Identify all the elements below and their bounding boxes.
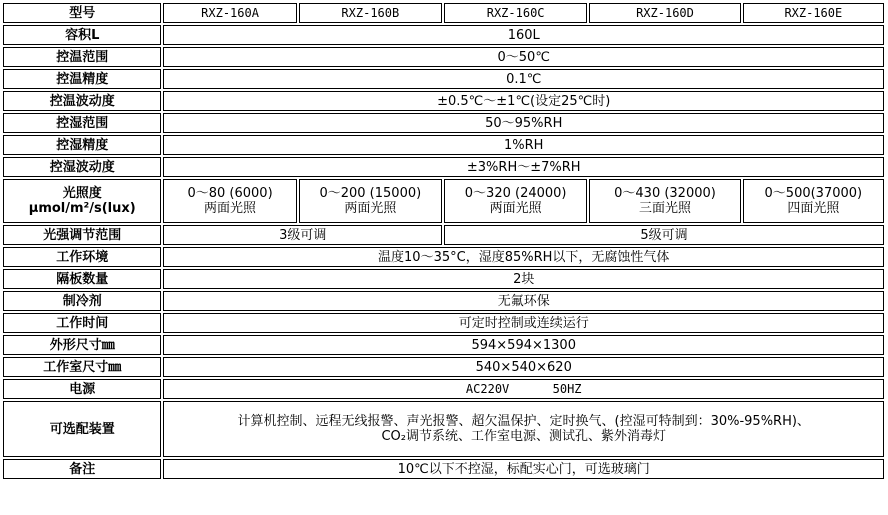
- illuminance-a-range: 0～80 (6000): [187, 186, 273, 201]
- illuminance-d-range: 0～430 (32000): [614, 186, 716, 201]
- value-light-adjust-b: 5级可调: [444, 225, 884, 245]
- label-temp-fluctuation: 控温波动度: [3, 91, 161, 111]
- illuminance-c-range: 0～320 (24000): [464, 186, 567, 201]
- label-temp-range: 控温范围: [3, 47, 161, 67]
- illuminance-c-mode: 两面光照: [489, 201, 542, 216]
- row-shelves: [3, 269, 884, 289]
- value-outer-size: 594×594×1300: [163, 335, 884, 355]
- illuminance-e: [743, 179, 884, 223]
- row-model: [3, 3, 884, 23]
- label-remarks: 备注: [3, 459, 161, 479]
- label-light-adjust: 光强调节范围: [3, 225, 161, 245]
- row-temp-range: [3, 47, 884, 67]
- label-outer-size: 外形尺寸㎜: [3, 335, 161, 355]
- row-chamber-size: [3, 357, 884, 377]
- value-environment: 温度10～35°C，湿度85%RH以下，无腐蚀性气体: [163, 247, 884, 267]
- label-power: 电源: [3, 379, 161, 399]
- value-light-adjust-a: 3级可调: [163, 225, 442, 245]
- row-humidity-range: [3, 113, 884, 133]
- label-illuminance: [3, 179, 161, 223]
- label-model: 型号: [3, 3, 161, 23]
- row-light-adjust: [3, 225, 884, 245]
- illuminance-b: [299, 179, 442, 223]
- label-illuminance-line2: μmol/m²/s(lux): [28, 201, 136, 216]
- row-refrigerant: [3, 291, 884, 311]
- value-chamber-size: 540×540×620: [163, 357, 884, 377]
- value-temp-fluctuation: ±0.5℃～±1℃(设定25℃时): [163, 91, 884, 111]
- row-humidity-fluctuation: [3, 157, 884, 177]
- model-e: RXZ-160E: [743, 3, 884, 23]
- spec-table: [1, 1, 886, 481]
- options-line2: CO₂调节系统、工作室电源、测试孔、紫外消毒灯: [381, 429, 666, 444]
- illuminance-a: [163, 179, 296, 223]
- value-remarks: 10℃以下不控湿，标配实心门，可选玻璃门: [163, 459, 884, 479]
- row-outer-size: [3, 335, 884, 355]
- model-a: RXZ-160A: [163, 3, 296, 23]
- label-shelves: 隔板数量: [3, 269, 161, 289]
- illuminance-a-mode: 两面光照: [204, 201, 257, 216]
- model-d: RXZ-160D: [589, 3, 740, 23]
- model-c: RXZ-160C: [444, 3, 587, 23]
- row-remarks: [3, 459, 884, 479]
- value-humidity-accuracy: 1%RH: [163, 135, 884, 155]
- row-power: [3, 379, 884, 399]
- value-refrigerant: 无氟环保: [163, 291, 884, 311]
- label-environment: 工作环境: [3, 247, 161, 267]
- value-power: AC220V 50HZ: [163, 379, 884, 399]
- value-humidity-range: 50～95%RH: [163, 113, 884, 133]
- value-options: [163, 401, 884, 457]
- row-volume: [3, 25, 884, 45]
- label-options: 可选配装置: [3, 401, 161, 457]
- row-humidity-accuracy: [3, 135, 884, 155]
- row-work-time: [3, 313, 884, 333]
- label-humidity-accuracy: 控湿精度: [3, 135, 161, 155]
- value-volume: 160L: [163, 25, 884, 45]
- row-temp-accuracy: [3, 69, 884, 89]
- illuminance-e-mode: 四面光照: [787, 201, 840, 216]
- illuminance-c: [444, 179, 587, 223]
- row-illuminance: [3, 179, 884, 223]
- label-humidity-fluctuation: 控湿波动度: [3, 157, 161, 177]
- row-options: [3, 401, 884, 457]
- options-line1: 计算机控制、远程无线报警、声光报警、超欠温保护、定时换气、(控湿可特制到：30%-95%RH)、: [237, 414, 810, 429]
- illuminance-b-range: 0～200 (15000): [319, 186, 422, 201]
- label-refrigerant: 制冷剂: [3, 291, 161, 311]
- label-volume: 容积L: [3, 25, 161, 45]
- label-temp-accuracy: 控温精度: [3, 69, 161, 89]
- illuminance-d-mode: 三面光照: [638, 201, 691, 216]
- label-chamber-size: 工作室尺寸㎜: [3, 357, 161, 377]
- value-temp-accuracy: 0.1℃: [163, 69, 884, 89]
- label-humidity-range: 控湿范围: [3, 113, 161, 133]
- row-temp-fluctuation: [3, 91, 884, 111]
- row-environment: [3, 247, 884, 267]
- value-temp-range: 0～50℃: [163, 47, 884, 67]
- model-b: RXZ-160B: [299, 3, 442, 23]
- label-illuminance-line1: 光照度: [62, 186, 102, 201]
- illuminance-d: [589, 179, 740, 223]
- value-shelves: 2块: [163, 269, 884, 289]
- label-work-time: 工作时间: [3, 313, 161, 333]
- illuminance-e-range: 0～500(37000): [764, 186, 863, 201]
- illuminance-b-mode: 两面光照: [344, 201, 397, 216]
- value-work-time: 可定时控制或连续运行: [163, 313, 884, 333]
- value-humidity-fluctuation: ±3%RH～±7%RH: [163, 157, 884, 177]
